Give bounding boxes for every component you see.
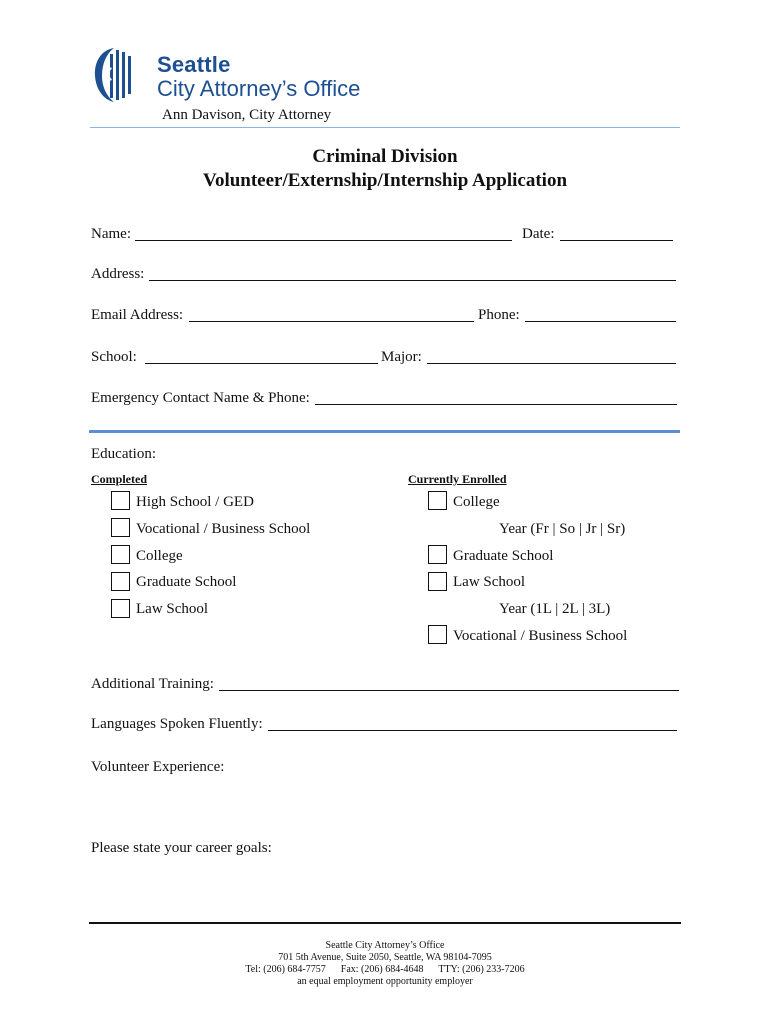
email-field[interactable]: [189, 321, 474, 322]
footer-org: Seattle City Attorney’s Office: [325, 940, 445, 951]
checkbox-enrolled-graduate[interactable]: [428, 545, 447, 564]
footer-address: 701 5th Avenue, Suite 2050, Seattle, WA 98104-7095: [278, 952, 492, 963]
seattle-city-seal-icon: [92, 46, 136, 104]
checkbox-completed-college[interactable]: [111, 545, 130, 564]
checkbox-completed-law[interactable]: [111, 599, 130, 618]
name-field[interactable]: [135, 240, 512, 241]
additional-training-field[interactable]: [219, 690, 679, 691]
completed-label: College: [136, 548, 183, 564]
date-label: Date:: [522, 226, 555, 242]
enrolled-college-label: College: [453, 494, 500, 510]
checkbox-enrolled-law[interactable]: [428, 572, 447, 591]
footer-divider: [89, 922, 681, 924]
checkbox-completed-vocational[interactable]: [111, 518, 130, 537]
footer-contacts: Tel: (206) 684-7757 Fax: (206) 684-4648 TTY: (206) 233-7206: [245, 964, 525, 975]
checkbox-enrolled-college[interactable]: [428, 491, 447, 510]
checkbox-completed-high-school[interactable]: [111, 491, 130, 510]
completed-heading: Completed: [91, 472, 147, 486]
volunteer-experience-label: Volunteer Experience:: [91, 759, 225, 775]
school-label: School:: [91, 349, 137, 365]
career-goals-label: Please state your career goals:: [91, 840, 272, 856]
enrolled-vocational-label: Vocational / Business School: [453, 628, 628, 644]
checkbox-completed-graduate[interactable]: [111, 572, 130, 591]
emergency-contact-field[interactable]: [315, 404, 677, 405]
address-label: Address:: [91, 266, 145, 282]
page-subtitle: Volunteer/Externship/Internship Application: [202, 170, 568, 191]
completed-label: Vocational / Business School: [136, 521, 311, 537]
logo-office-text: City Attorney’s Office: [157, 76, 361, 101]
education-heading: Education:: [91, 446, 156, 462]
page-title: Criminal Division: [312, 146, 458, 167]
additional-training-label: Additional Training:: [91, 676, 214, 692]
enrolled-college-year: Year (Fr | So | Jr | Sr): [499, 521, 626, 537]
phone-field[interactable]: [525, 321, 676, 322]
enrolled-graduate-label: Graduate School: [453, 548, 554, 564]
completed-label: Law School: [136, 601, 209, 617]
date-field[interactable]: [560, 240, 673, 241]
enrolled-heading: Currently Enrolled: [408, 472, 507, 486]
completed-label: High School / GED: [136, 494, 254, 510]
enrolled-law-label: Law School: [453, 574, 526, 590]
completed-label: Graduate School: [136, 574, 237, 590]
phone-label: Phone:: [478, 307, 520, 323]
school-field[interactable]: [145, 363, 378, 364]
major-field[interactable]: [427, 363, 676, 364]
enrolled-law-year: Year (1L | 2L | 3L): [499, 601, 611, 617]
logo-seattle-text: Seattle: [157, 52, 231, 77]
footer-eoe: an equal employment opportunity employer: [297, 976, 473, 987]
major-label: Major:: [381, 349, 422, 365]
email-label: Email Address:: [91, 307, 184, 323]
address-field[interactable]: [149, 280, 676, 281]
languages-label: Languages Spoken Fluently:: [91, 716, 263, 732]
attorney-name: Ann Davison, City Attorney: [162, 107, 332, 123]
checkbox-enrolled-vocational[interactable]: [428, 625, 447, 644]
emergency-contact-label: Emergency Contact Name & Phone:: [91, 390, 310, 406]
name-label: Name:: [91, 226, 131, 242]
languages-field[interactable]: [268, 730, 677, 731]
section-divider: [89, 430, 680, 433]
header-divider: [90, 127, 680, 128]
